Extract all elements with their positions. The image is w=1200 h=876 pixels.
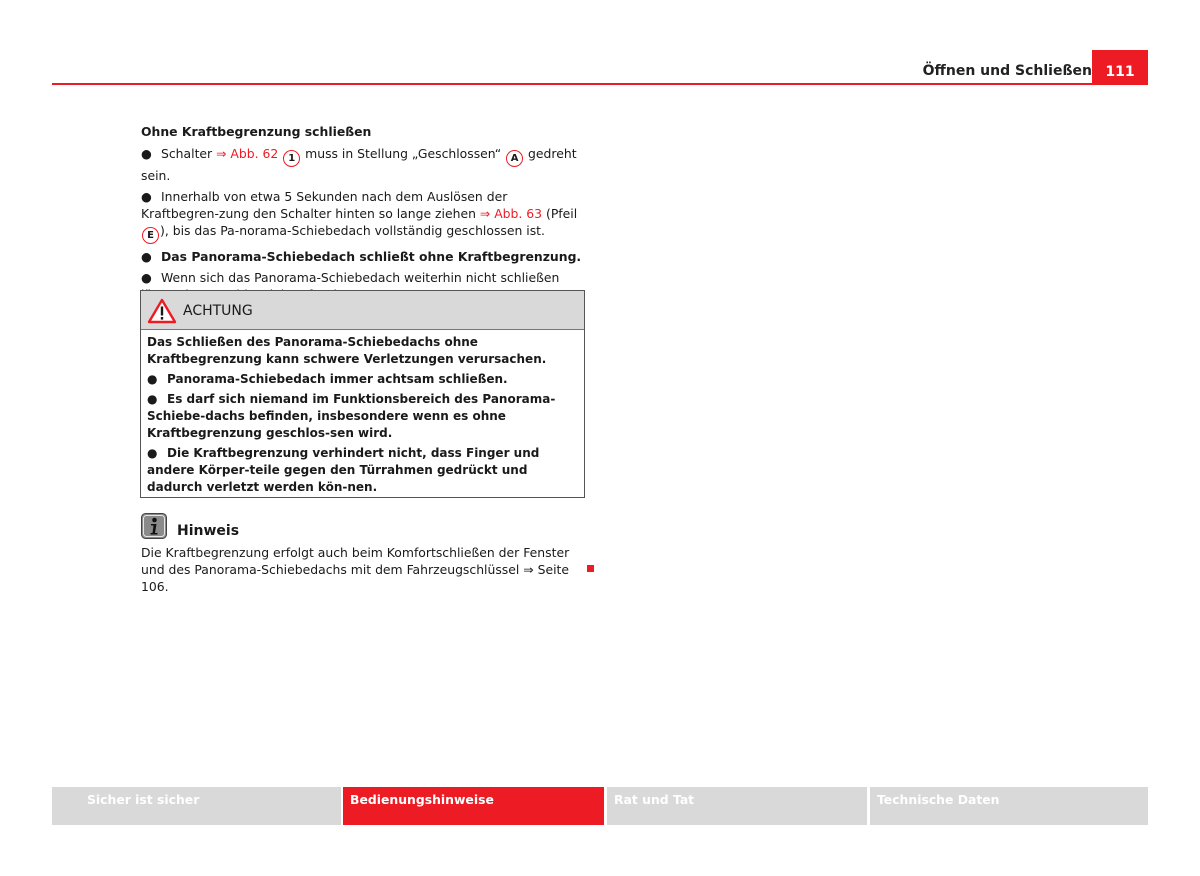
callout-circle: A [506, 150, 523, 167]
bullet-icon: ● [147, 372, 158, 386]
bullet-icon: ● [147, 446, 158, 460]
warning-header [141, 291, 584, 330]
figure-link[interactable]: ⇒ Abb. 63 [479, 206, 543, 221]
text: (Pfeil [542, 206, 578, 221]
warning-box [140, 290, 585, 498]
list-item [147, 371, 578, 388]
section-end-marker [587, 565, 594, 572]
info-icon [141, 513, 167, 539]
bullet-icon: ● [141, 189, 152, 204]
list-item [141, 145, 585, 184]
list-item [147, 391, 578, 442]
note-text: Die Kraftbegrenzung erfolgt auch beim Komfortschließen der Fenster und des Panorama-Schiebedachs mit dem Fahrzeugschlüssel ⇒ Seite 106. [141, 545, 570, 594]
bullet-icon: ● [147, 392, 158, 406]
header-divider [52, 83, 1148, 85]
warning-intro: Das Schließen des Panorama-Schiebedachs ohne Kraftbegrenzung kann schwere Verletzungen verursachen. [147, 335, 547, 366]
tab-technische-daten[interactable]: Technische Daten [870, 787, 1148, 825]
section-heading: Ohne Kraftbegrenzung schließen [141, 124, 372, 139]
footer-nav [52, 787, 1148, 825]
text: Wenn sich das Panorama-Schiebedach weiterhin nicht schließen [161, 270, 560, 285]
chapter-title: Öffnen und Schließen [922, 63, 1092, 79]
text: gedreht sein. [141, 146, 577, 183]
callout-circle: 1 [283, 150, 300, 167]
warning-triangle-icon [147, 298, 177, 324]
text: Es darf sich niemand im Funktionsbereich des Panorama-Schiebe-dachs befinden, insbesondere wenn es ohne Kraftbegrenzung geschlos-sen wird. [147, 392, 556, 440]
bullet-icon: ● [141, 270, 152, 285]
bullet-icon: ● [141, 249, 152, 264]
figure-link[interactable]: ⇒ Abb. 62 [216, 146, 279, 161]
tab-rat-und-tat[interactable]: Rat und Tat [607, 787, 867, 825]
text: Schalter [161, 146, 217, 161]
note-title: Hinweis [177, 523, 240, 539]
bullet-icon: ● [141, 146, 152, 161]
text: Innerhalb von etwa 5 Sekunden nach dem Auslösen der Kraftbegren-zung den Schalter hinten so lange ziehen [141, 189, 508, 221]
tab-bedienungshinweise[interactable]: Bedienungshinweise [343, 787, 604, 825]
section-content [141, 123, 585, 307]
warning-title: ACHTUNG [183, 303, 253, 319]
callout-circle: E [142, 227, 159, 244]
page-number: 111 [1092, 50, 1148, 85]
list-item [141, 248, 585, 265]
list-item [147, 445, 578, 496]
text: Die Kraftbegrenzung verhindert nicht, dass Finger und andere Körper-teile gegen den Türrahmen gedrückt und dadurch verletzt werden kön-nen. [147, 446, 540, 494]
text: Das Panorama-Schiebedach schließt ohne Kraftbegrenzung. [161, 249, 582, 264]
text: Panorama-Schiebedach immer achtsam schließen. [167, 372, 508, 386]
tab-sicher-ist-sicher[interactable]: Sicher ist sicher [52, 787, 341, 825]
list-item [141, 188, 585, 244]
text: muss in Stellung „Geschlossen“ [301, 146, 506, 161]
warning-body [141, 330, 584, 503]
text: ), bis das Pa-norama-Schiebedach vollständig geschlossen ist. [160, 223, 545, 238]
